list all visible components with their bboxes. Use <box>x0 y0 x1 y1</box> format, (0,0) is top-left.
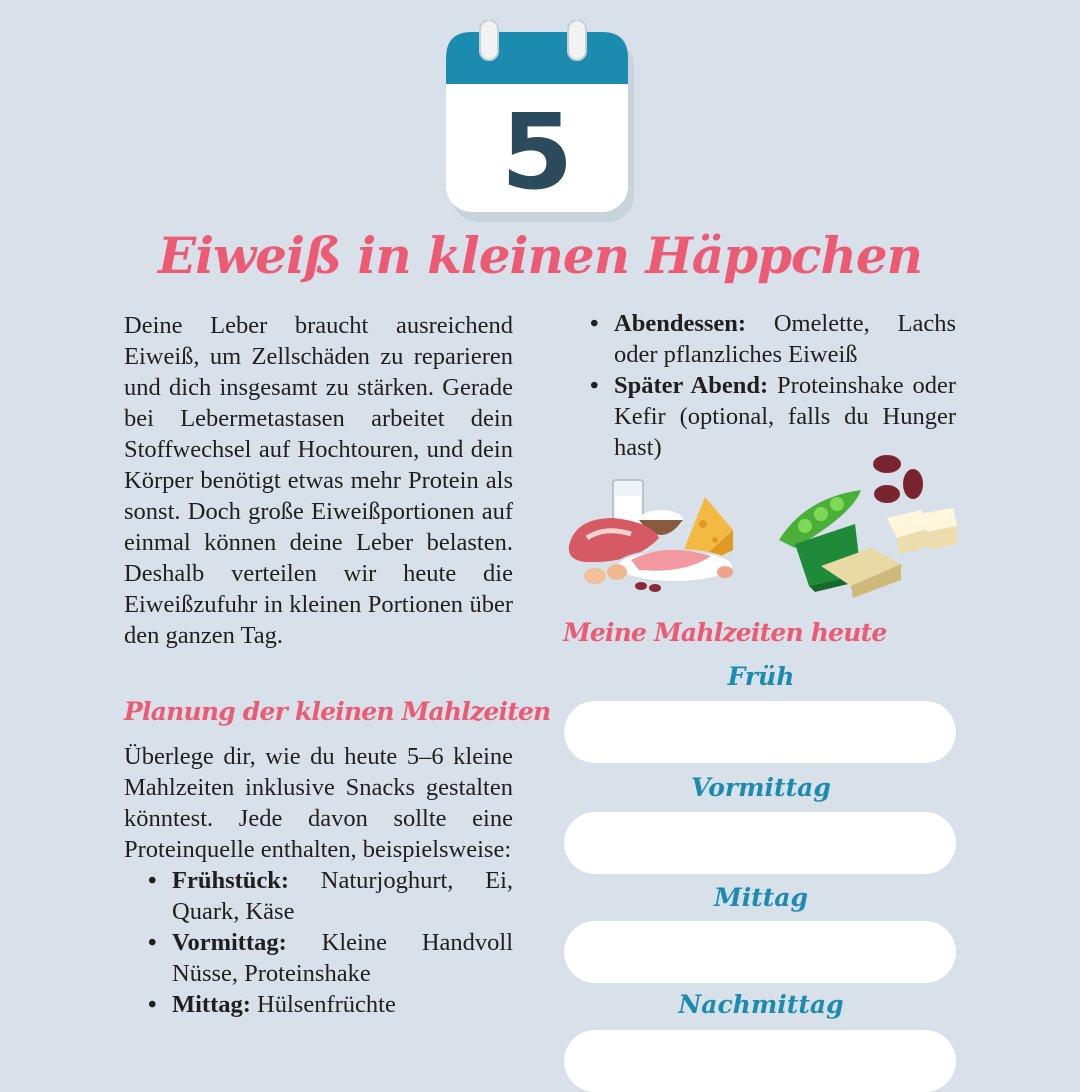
meal-desc: Omelette, Lachs oder pflanzliches Eiweiß <box>614 310 956 368</box>
meal-name: Abendessen: <box>614 310 747 337</box>
calendar-icon <box>440 20 640 225</box>
left-column <box>124 310 551 1020</box>
meal-input-frueh[interactable] <box>564 701 956 763</box>
slot-label-frueh: Früh <box>727 662 795 691</box>
meal-desc: Proteinshake oder Kefir (optional, falls du Hunger hast) <box>614 372 957 461</box>
meal-list <box>124 865 513 1020</box>
list-item <box>614 308 956 370</box>
meal-name: Mittag: <box>172 991 251 1018</box>
meal-desc: Naturjoghurt, Ei, Quark, Käse <box>172 867 513 925</box>
meal-name: Vormittag: <box>172 929 287 956</box>
meal-desc: Kleine Handvoll Nüsse, Proteinshake <box>172 929 513 987</box>
page-title: Eiweiß in kleinen Häppchen <box>158 226 922 285</box>
meal-list-continued <box>614 308 956 463</box>
meal-input-nachmittag[interactable] <box>564 1030 956 1092</box>
meal-input-vormittag[interactable] <box>564 812 956 874</box>
meal-name: Später Abend: <box>614 372 769 399</box>
protein-food-illustration <box>565 452 960 602</box>
planning-text: Überlege dir, wie du heute 5–6 kleine Mahlzeiten inklusive Snacks gestalten könntest. Jede davon sollte eine Proteinquelle enthalten, beispielsweise: <box>124 743 513 863</box>
meal-name: Frühstück: <box>172 867 290 894</box>
list-item <box>172 865 513 927</box>
meal-desc: Hülsenfrüchte <box>257 991 396 1018</box>
slot-label-vormittag: Vormittag <box>691 773 831 802</box>
list-item <box>614 370 956 463</box>
list-item <box>172 927 513 989</box>
slot-label-mittag: Mittag <box>714 883 808 912</box>
right-column <box>614 308 956 463</box>
planning-heading: Planung der kleinen Mahlzeiten <box>124 697 551 726</box>
slot-label-nachmittag: Nachmittag <box>678 990 844 1019</box>
intro-text: Deine Leber braucht ausreichend Eiweiß, um Zellschäden zu reparieren und dich insgesamt zu stärken. Gerade bei Lebermetastasen arbeitet dein Stoffwechsel auf Hochtouren, und dein Körper benötigt etwas mehr Protein als sonst. Doch große Eiweißportionen auf einmal können deine Leber belasten. Deshalb verteilen wir heute die Eiweißzufuhr in kleinen Portionen über den ganzen Tag. <box>124 312 513 649</box>
meal-input-mittag[interactable] <box>564 921 956 983</box>
calendar-day: 5 <box>500 91 574 213</box>
list-item <box>172 989 513 1020</box>
meals-today-heading: Meine Mahlzeiten heute <box>563 618 887 647</box>
